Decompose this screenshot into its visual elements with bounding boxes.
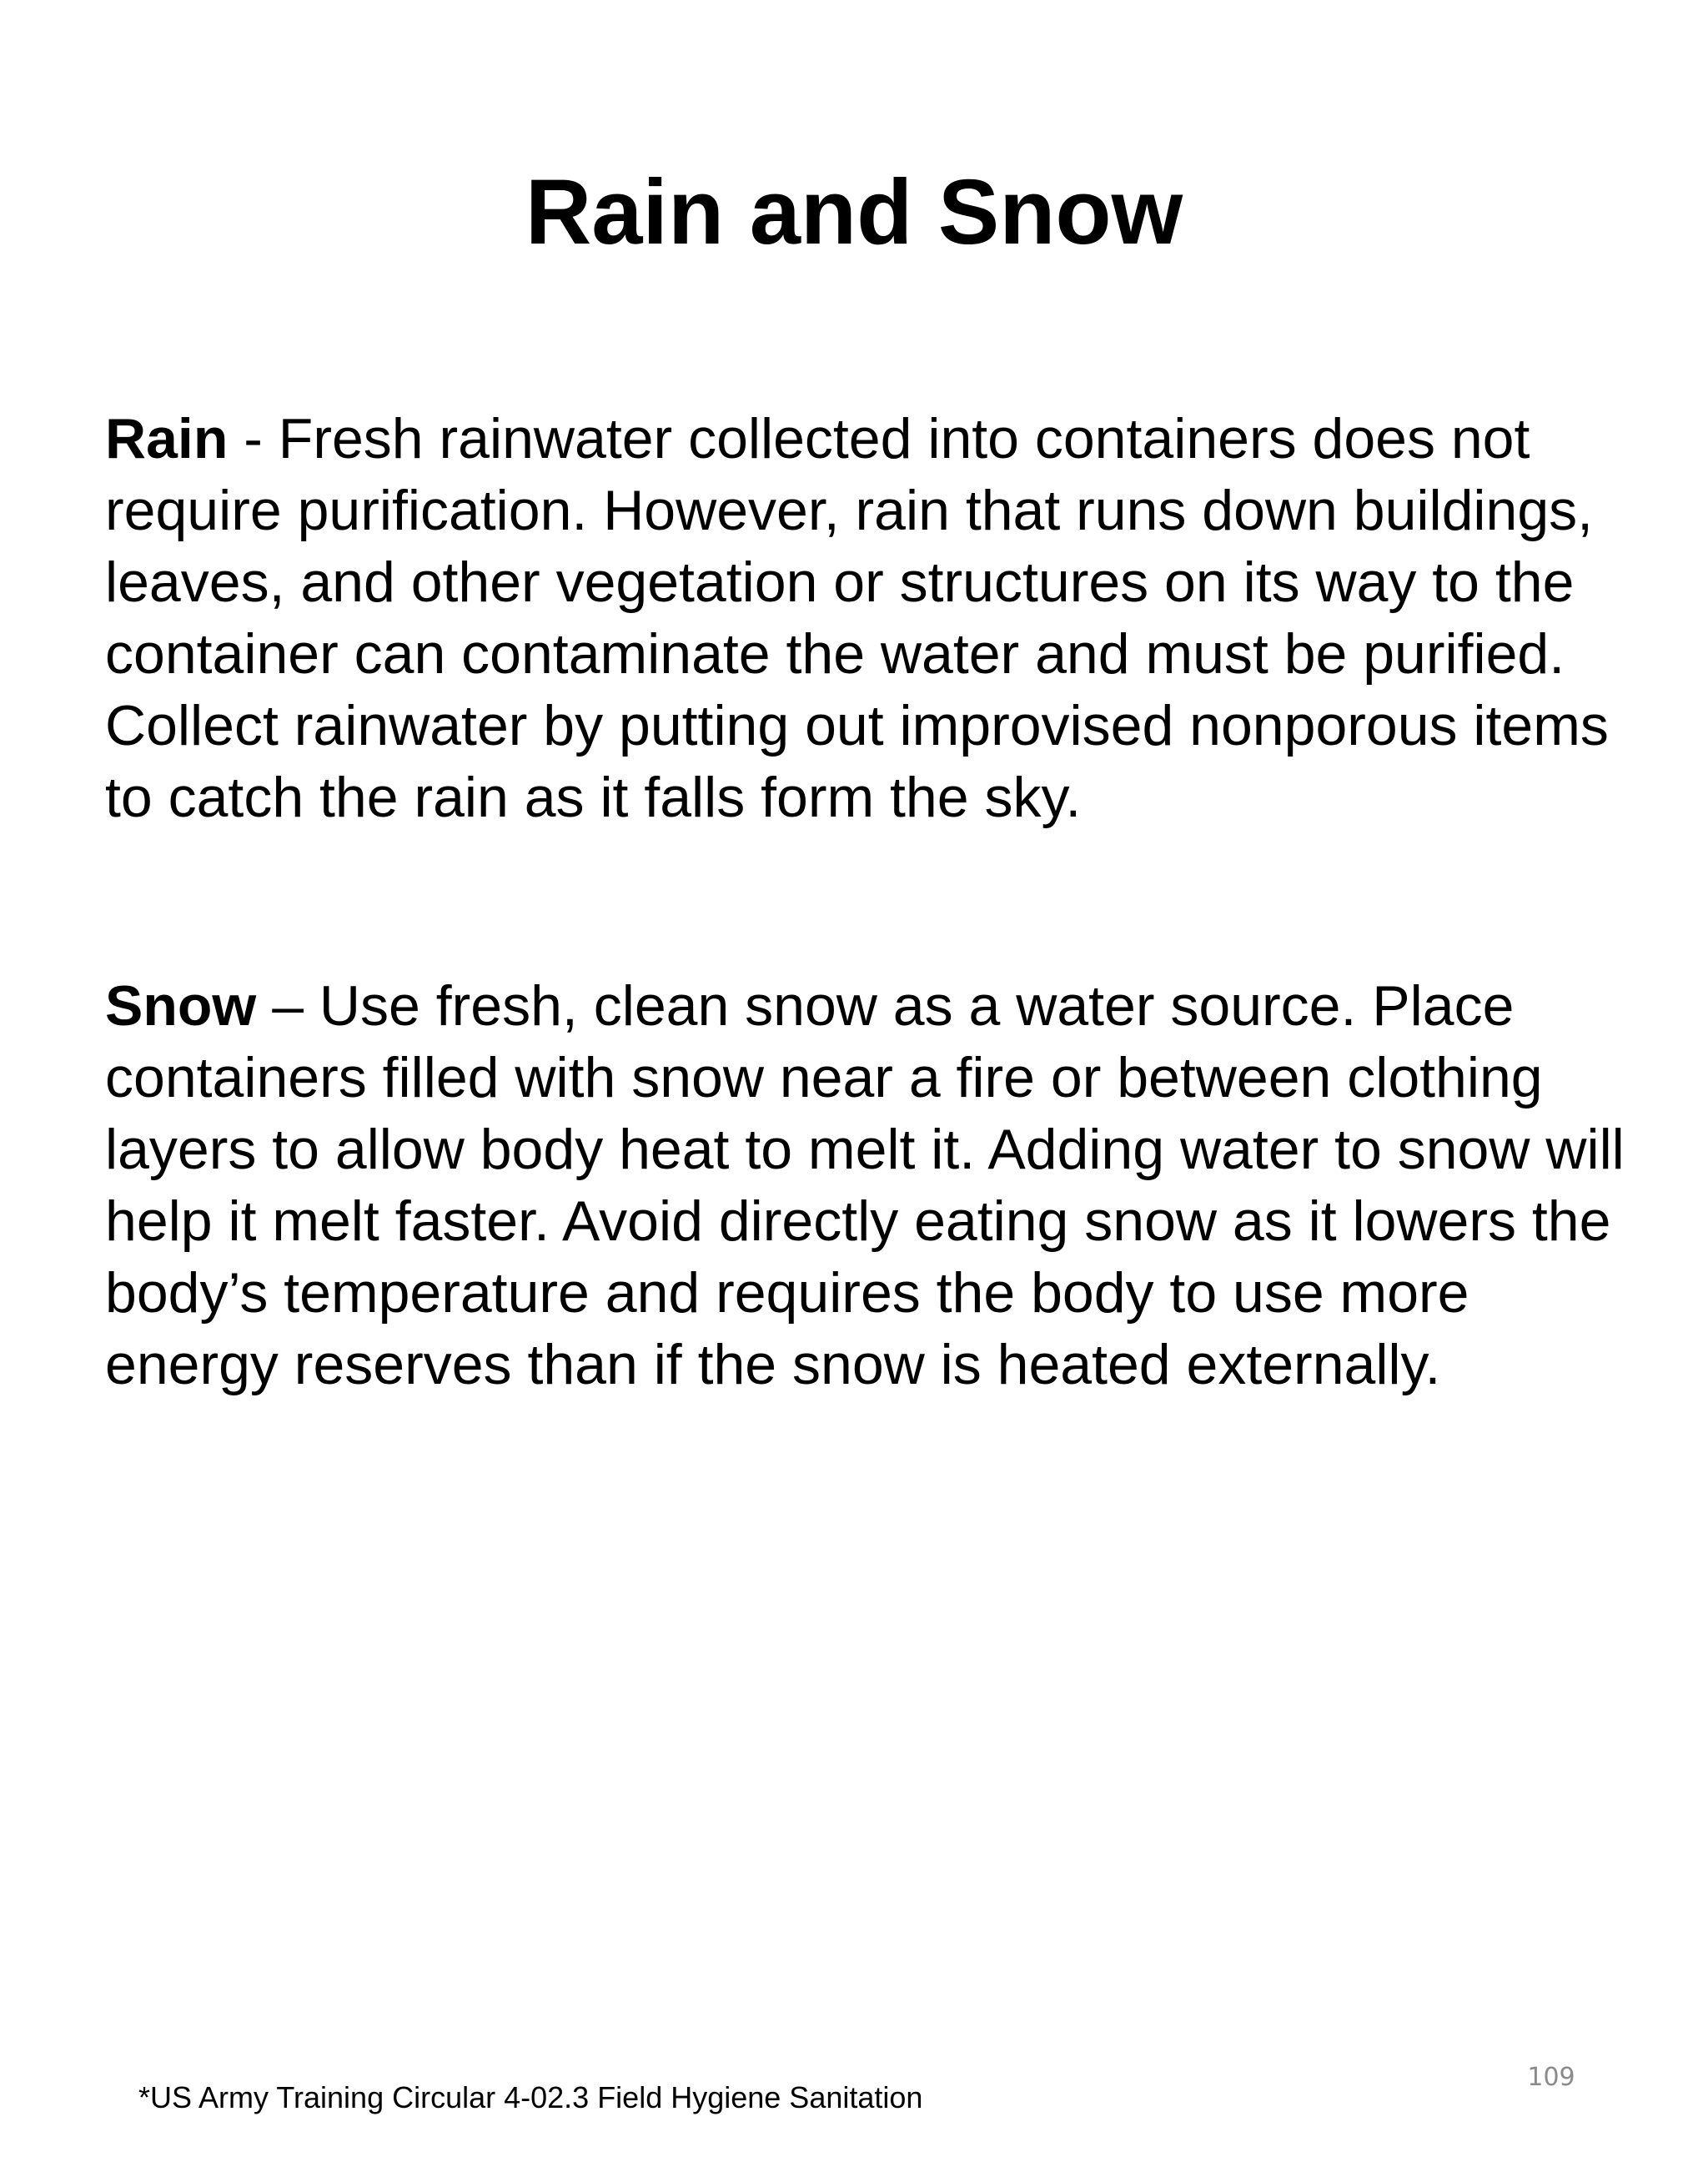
source-footnote: *US Army Training Circular 4-02.3 Field Hygiene Sanitation xyxy=(138,2080,923,2114)
rain-paragraph xyxy=(105,403,1631,833)
rain-term: Rain xyxy=(105,407,229,470)
page-number: 109 xyxy=(1527,2063,1575,2092)
snow-paragraph xyxy=(105,970,1631,1400)
snow-term: Snow xyxy=(105,974,257,1038)
rain-text: - Fresh rainwater collected into containers does not require purification. However, rain that runs down buildings, leaves, and other vegetation or structures on its way to the container can contaminate the water and must be purified. Collect rainwater by putting out improvised nonporous items to catch the rain as it falls form the sky. xyxy=(105,407,1609,829)
snow-text: – Use fresh, clean snow as a water source. Place containers filled with snow near a fire or between clothing layers to allow body heat to melt it. Adding water to snow will help it melt faster. Avoid directly eating snow as it lowers the body’s temperature and requires the body to use more energy reserves than if the snow is heated externally. xyxy=(105,974,1625,1396)
page-title: Rain and Snow xyxy=(525,161,1183,264)
